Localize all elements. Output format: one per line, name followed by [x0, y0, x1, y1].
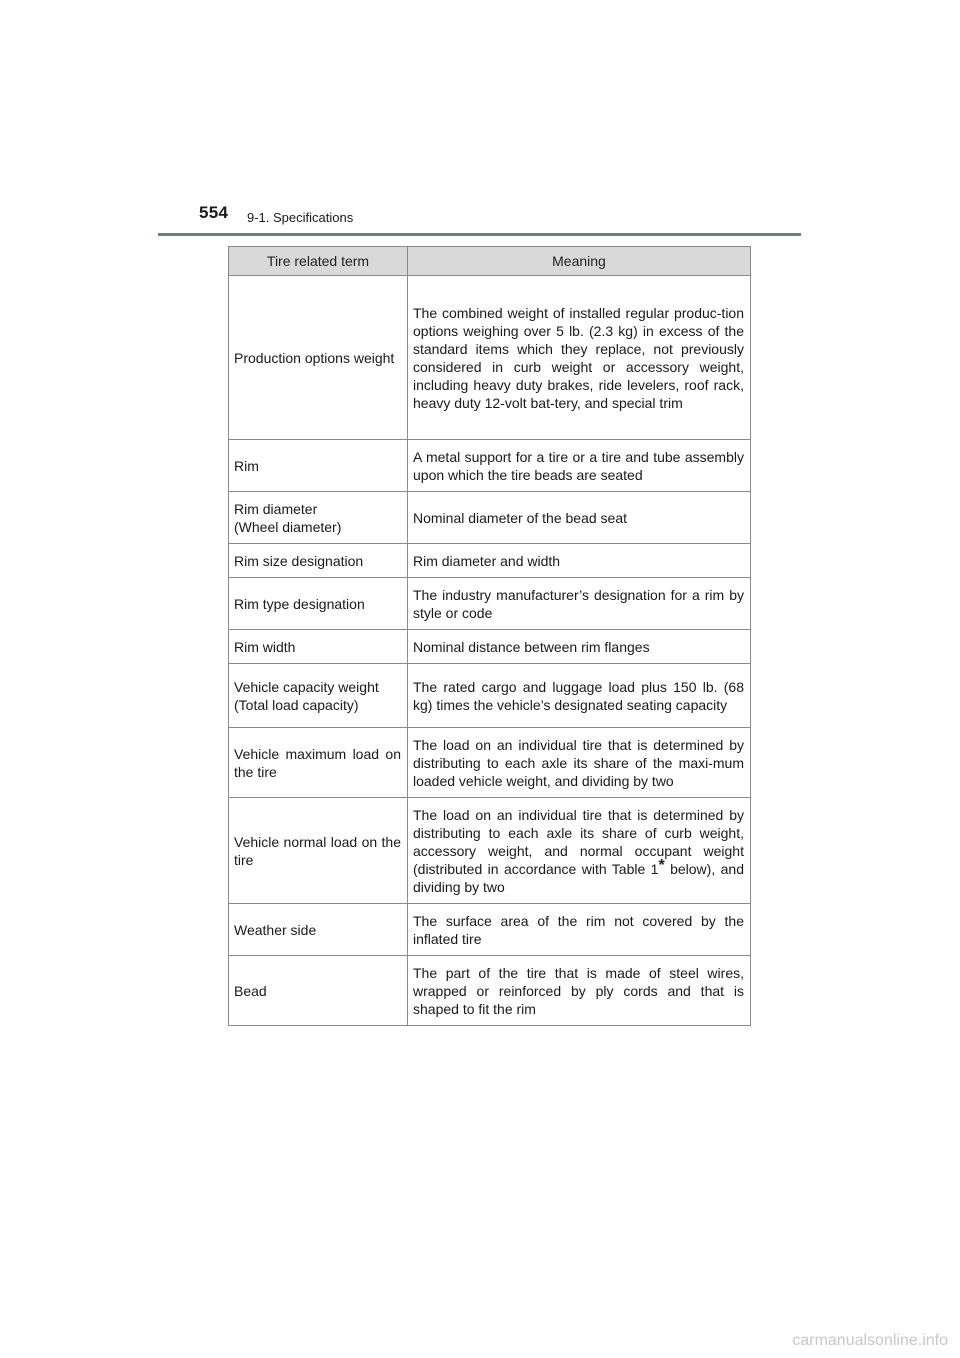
column-header-term: Tire related term — [229, 247, 408, 276]
term-cell: Vehicle normal load on the tire — [229, 798, 408, 904]
page-number: 554 — [199, 203, 229, 222]
table-header-row — [229, 247, 751, 276]
table-row — [229, 798, 751, 904]
column-header-meaning: Meaning — [408, 247, 751, 276]
term-cell: Production options weight — [229, 276, 408, 440]
term-cell: Rim type designation — [229, 578, 408, 630]
meaning-cell — [408, 798, 751, 904]
header-rule — [158, 233, 801, 236]
table-row — [229, 492, 751, 544]
meaning-text-continued: below), and dividing by two — [413, 861, 744, 895]
tire-terms-table — [228, 246, 751, 1026]
footnote-asterisk: * — [658, 857, 665, 874]
meaning-cell: The industry manufacturer’s designation for a rim by style or code — [408, 578, 751, 630]
term-cell: Vehicle maximum load on the tire — [229, 728, 408, 798]
term-cell: Bead — [229, 956, 408, 1026]
meaning-cell: A metal support for a tire or a tire and tube assembly upon which the tire beads are seated — [408, 440, 751, 492]
term-cell — [229, 492, 408, 544]
term-cell: Rim size designation — [229, 544, 408, 578]
meaning-cell: The rated cargo and luggage load plus 150 lb. (68 kg) times the vehicle’s designated seating capacity — [408, 664, 751, 728]
meaning-text: The load on an individual tire that is determined by distributing to each axle its share of curb weight, accessory weight, and normal occupant weight (distributed in accordance with Table 1 — [413, 807, 744, 877]
meaning-cell: The surface area of the rim not covered by the inflated tire — [408, 904, 751, 956]
watermark: carmanualsonline.info — [792, 1332, 948, 1349]
term-line: Vehicle capacity weight (Total load capacity) — [234, 679, 379, 713]
table-row — [229, 904, 751, 956]
table-row — [229, 664, 751, 728]
table-row — [229, 544, 751, 578]
term-line: Rim diameter (Wheel diameter) — [234, 501, 342, 535]
meaning-cell: The part of the tire that is made of steel wires, wrapped or reinforced by ply cords and that is shaped to fit the rim — [408, 956, 751, 1026]
meaning-cell: Nominal diameter of the bead seat — [408, 492, 751, 544]
meaning-cell: The load on an individual tire that is determined by distributing to each axle its share of the maxi-mum loaded vehicle weight, and dividing by two — [408, 728, 751, 798]
table-row — [229, 440, 751, 492]
section-title: 9-1. Specifications — [247, 210, 354, 225]
term-cell: Weather side — [229, 904, 408, 956]
meaning-cell: Rim diameter and width — [408, 544, 751, 578]
table-row — [229, 578, 751, 630]
term-cell: Rim width — [229, 630, 408, 664]
table-row — [229, 276, 751, 440]
term-cell — [229, 664, 408, 728]
table-row — [229, 956, 751, 1026]
meaning-cell: The combined weight of installed regular produc-tion options weighing over 5 lb. (2.3 kg) in excess of the standard items which they replace, not previously considered in curb weight or accessory weight, including heavy duty brakes, ride levelers, roof rack, heavy duty 12-volt bat-tery, and special trim — [408, 276, 751, 440]
meaning-cell: Nominal distance between rim flanges — [408, 630, 751, 664]
term-cell: Rim — [229, 440, 408, 492]
table-row — [229, 728, 751, 798]
table-row — [229, 630, 751, 664]
